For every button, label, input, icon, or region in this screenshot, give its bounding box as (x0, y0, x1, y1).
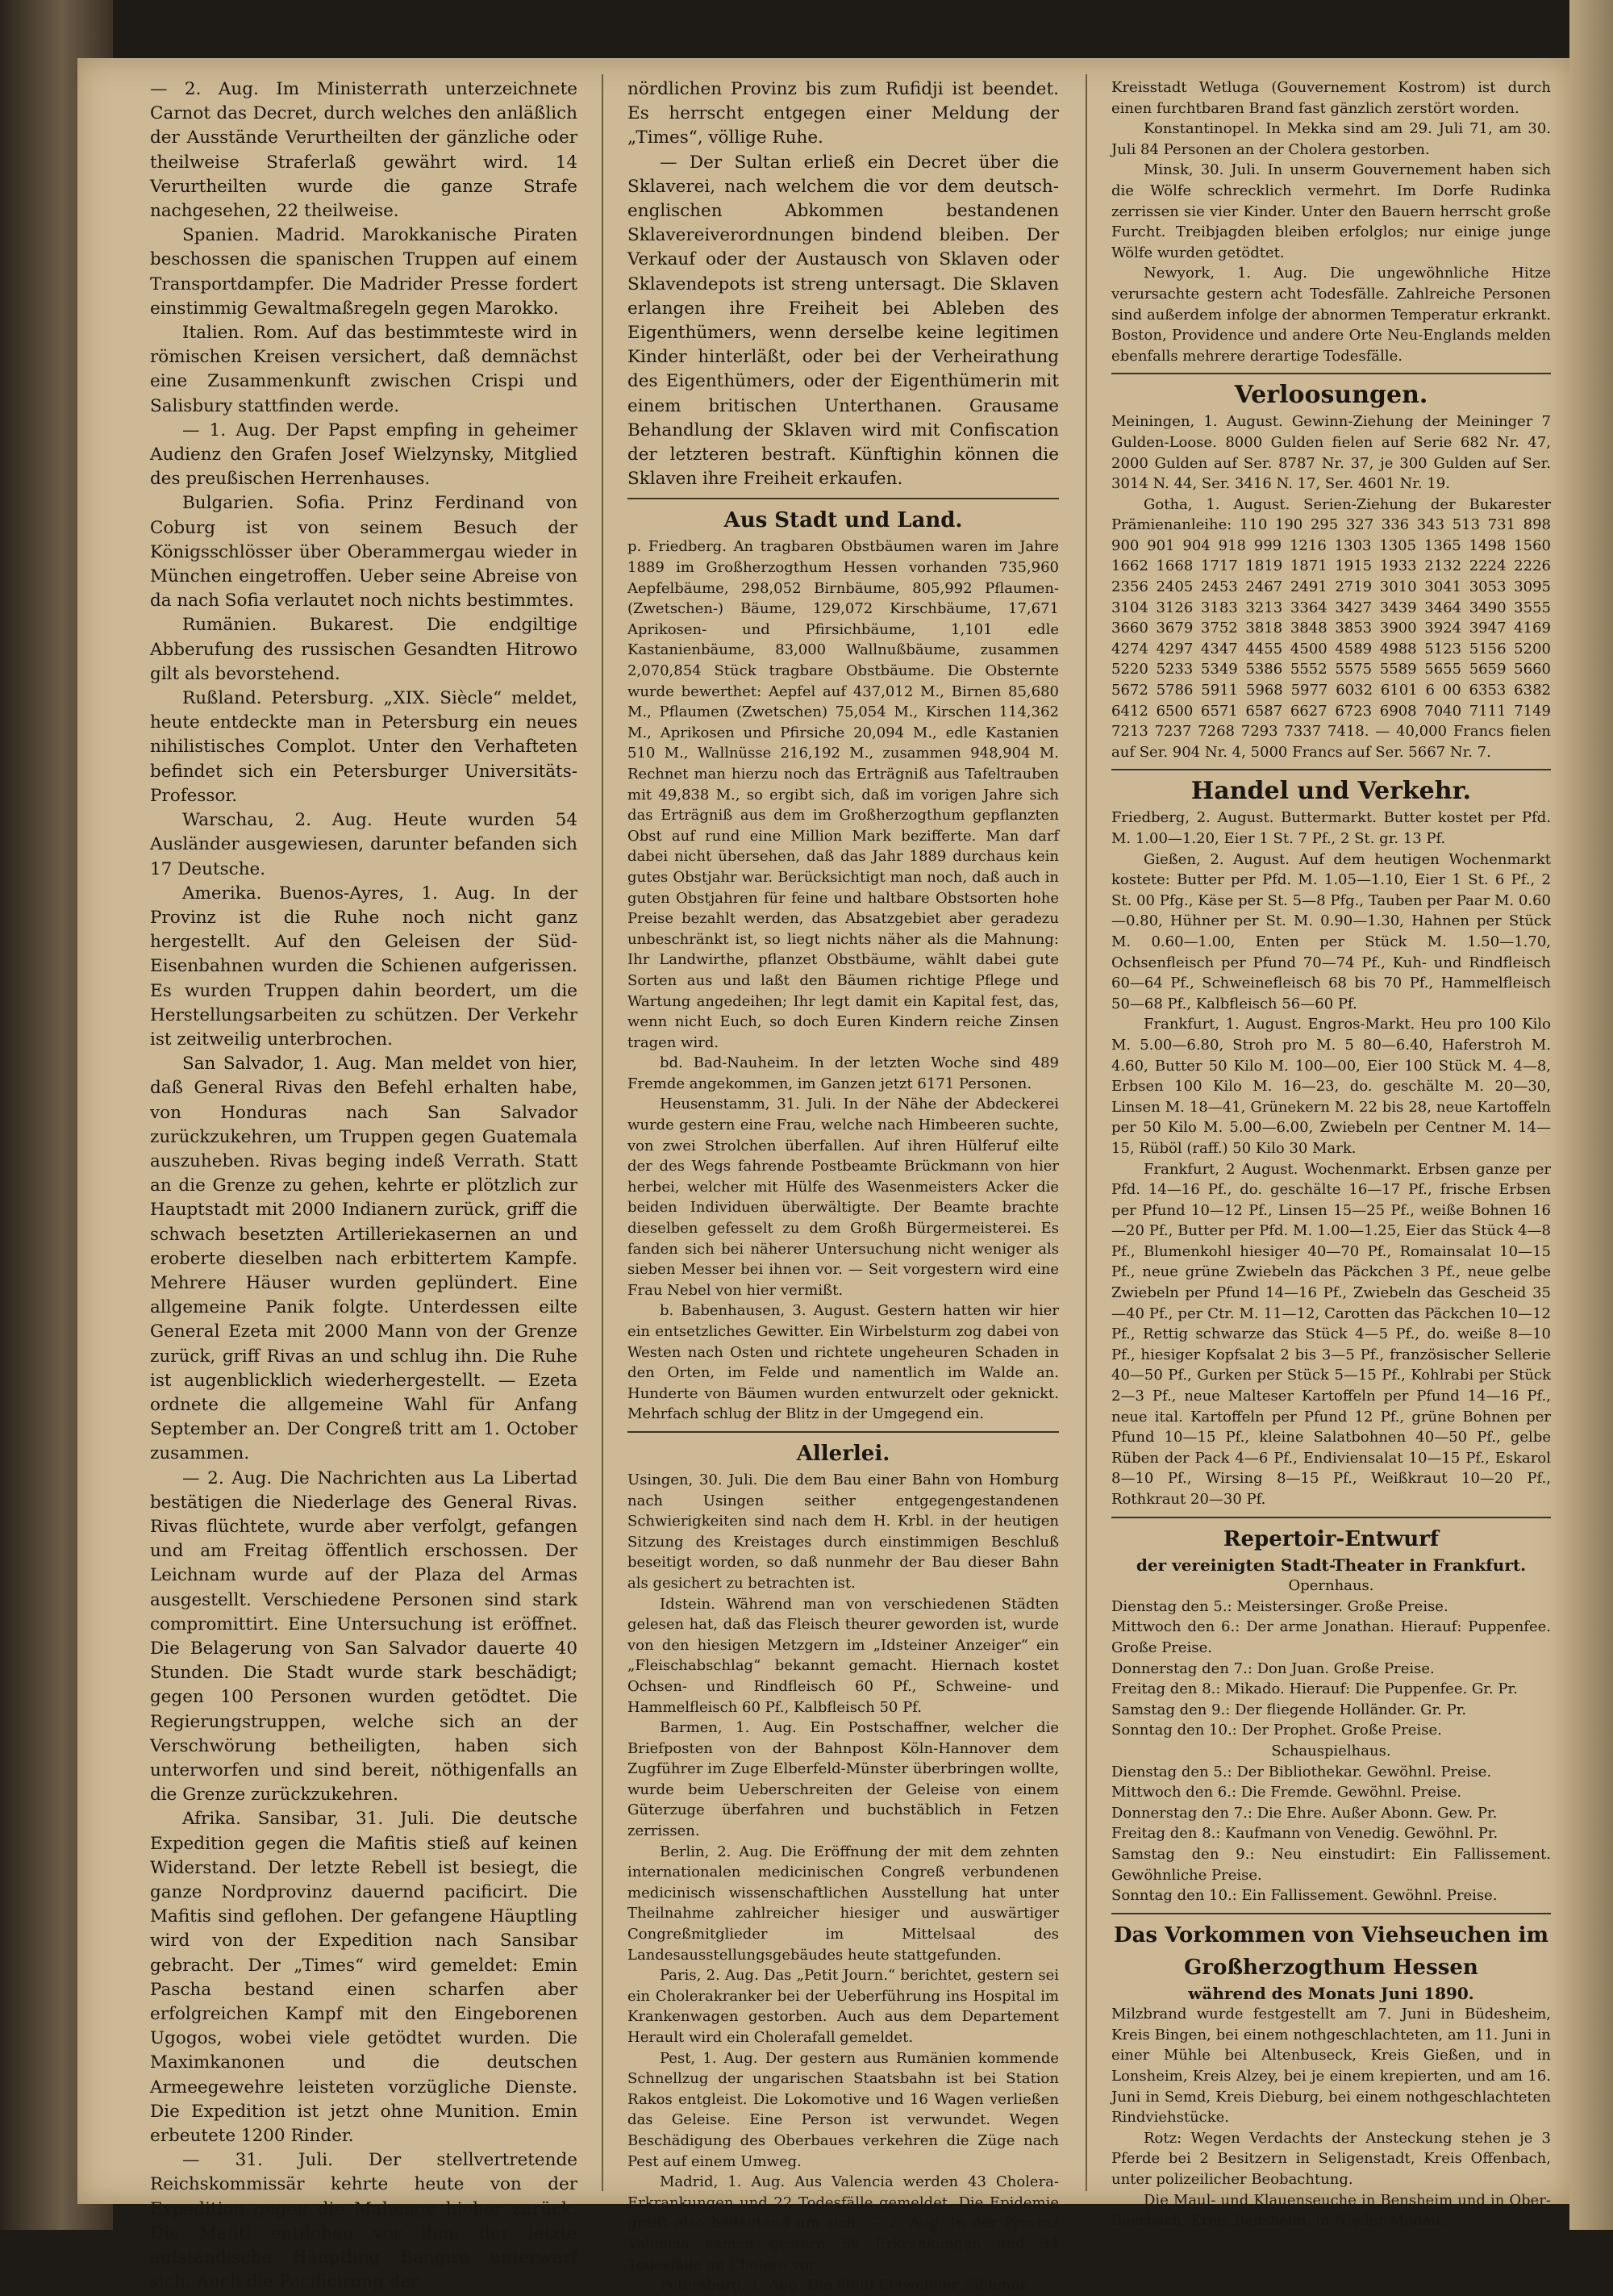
paragraph: Usingen, 30. Juli. Die dem Bau einer Bahn von Homburg nach Usingen seither entgegengestandenen Schwierigkeiten sind nach dem H. Krbl. in der heutigen Sitzung des Kreistages durch einstimmigen Beschluß beseitigt worden, so daß nunmehr der Bau dieser Bahn als gesichert zu betrachten ist. (627, 1471, 1059, 1592)
adjacent-page-edge (1569, 0, 1613, 2230)
schedule-line: Sonntag den 10.: Ein Fallissement. Gewöhnl. Preise. (1111, 1887, 1498, 1905)
column-2 (627, 77, 1059, 2296)
paragraph: Frankfurt, 2 August. Wochenmarkt. Erbsen ganze per Pfd. 14—16 Pf., do. geschälte 16—17 Pf., frische Erbsen per Pfund 10—12 Pf., Linsen 15—25 Pf., weiße Bohnen 16—20 Pf., Butter per Pfd. M. 1.00—1.25, Eier das Stück 4—8 Pf., Blumenkohl hiesiger 40—70 Pf., Romainsalat 10—15 Pf., neue grüne Zwiebeln das Päckchen 3 Pf., neue gelbe Zwiebeln per Pfund 14—16 Pf., Zwiebeln das Gescheid 35—40 Pf., per Ctr. M. 11—12, Carotten das Päckchen 10—12 Pf., Rettig schwarze das Stück 4—5 Pf., do. weiße 8—10 Pf., hiesiger Kopfsalat 2 bis 3—5 Pf., französischer Sellerie 40—50 Pf., Gurken per Stück 5—15 Pf., Kohlrabi per Stück 2—3 Pf., neue Malteser Kartoffeln per Pfund 14—16 Pf., neue ital. Kartoffeln per Pfund 12 Pf., grüne Bohnen per Pfund 10—15 Pf., kleine Salatbohnen 40—50 Pf., gelbe Rüben der Pack 4—6 Pf., Endiviensalat 10—15 Pf., Eskarol 8—10 Pf., Wirsing 8—15 Pf., Weißkraut 10—20 Pf., Rothkraut 20—30 Pf. (1111, 1160, 1551, 1508)
paragraph: Gießen, 2. August. Auf dem heutigen Wochenmarkt kostete: Butter per Pfd. M. 1.05—1.10, Eier 1 St. 6 Pf., 2 St. 00 Pfg., Käse per St. 5—8 Pfg., Tauben per Paar M. 0.60—0.80, Hühner per St. M. 0.90—1.30, Hahnen per Stück M. 0.60—1.00, Enten per Stück M. 1.50—1.70, Ochsenfleisch per Pfund 70—74 Pf., Kuh- und Rindfleisch 60—64 Pf., Schweinefleisch 68 bis 70 Pf., Hammelfleisch 50—68 Pf., Kalbfleisch 56—60 Pf. (1111, 850, 1551, 1012)
column-rule (602, 74, 603, 2191)
venue-label-schauspielhaus: Schauspielhaus. (1271, 1742, 1391, 1760)
paragraph: Barmen, 1. Aug. Ein Postschaffner, welcher die Briefposten von der Bahnpost Köln-Hannover dem Zugführer im Zuge Elberfeld-Münster überbringen wollte, wurde beim Ueberschreiten der Geleise von einem Güterzuge überfahren und buchstäblich in Fetzen zerrissen. (627, 1719, 1059, 1840)
paragraph: Frankfurt, 1. August. Engros-Markt. Heu pro 100 Kilo M. 5.00—6.80, Stroh pro M. 5 80—6.40, Haferstroh M. 4.60, Butter 50 Kilo M. 100—00, Eier 100 Stück M. 4—8, Erbsen 100 Kilo M. 16—23, do. geschälte M. 20—30, Linsen M. 18—41, Grünekern M. 22 bis 28, neue Kartoffeln per 50 Kilo M. 5.00—6.00, Zwiebeln per Centner M. 14—15, Rüböl (raff.) 50 Kilo 30 Mark. (1111, 1016, 1551, 1157)
schedule-line: Samstag den 9.: Neu einstudirt: Ein Fallissement. Gewöhnliche Preise. (1111, 1845, 1551, 1884)
paragraph: Madrid, 1. Aug. Aus Valencia werden 43 Cholera-Erkrankungen und 22 Todesfälle gemeldet. Die Epidemie greift also bedeutend um sich. — 2. Aug. In der Provinz Valencia kamen gestern 59 Erkrankungen und 34 Todesfälle an Cholera vor. (627, 2173, 1059, 2273)
column-rule (1086, 74, 1087, 2191)
paragraph: — 2. Aug. Die Nachrichten aus La Libertad bestätigen die Niederlage des General Rivas. Rivas flüchtete, wurde aber verfolgt, gefangen und am Freitag öffentlich erschossen. Der Leichnam wurde auf der Plaza del Armas ausgestellt. Verschiedene Personen sind stark compromittirt. Eine Untersuchung ist eröffnet. Die Belagerung von San Salvador dauerte 40 Stunden. Die Stadt wurde stark beschädigt; gegen 100 Personen wurden getödtet. Die Regierungstruppen, welche sich an der Verschwörung betheiligten, haben sich unterworfen und sind bereit, nöthigenfalls an die Grenze zurückzukehren. (150, 1467, 577, 1805)
schedule-line: Mittwoch den 6.: Die Fremde. Gewöhnl. Preise. (1111, 1784, 1462, 1801)
paragraph: — 1. Aug. Der Papst empfing in geheimer Audienz den Grafen Josef Wielzynsky, Mitglied des preußischen Herrenhauses. (150, 420, 577, 490)
paragraph: Afrika. Sansibar, 31. Juli. Die deutsche Expedition gegen die Mafitis stieß auf keinen Widerstand. Der letzte Rebell ist besiegt, die ganze Nordprovinz dauernd pacificirt. Die Mafitis sind geflohen. Der gefangene Häuptling wird von der Expedition nach Sansibar gebracht. Der „Times“ wird gemeldet: Emin Pascha bestand einen scharfen aber erfolgreichen Kampf mit den Eingeborenen Ugogos, wobei viele getödtet wurden. Die Maximkanonen und die deutschen Armeegewehre leisteten vorzügliche Dienste. Die Expedition ist jetzt ohne Munition. Emin erbeutete 1200 Rinder. (150, 1809, 577, 2147)
paragraph: Heusenstamm, 31. Juli. In der Nähe der Abdeckerei wurde gestern eine Frau, welche nach Himbeeren suchte, von zwei Strolchen überfallen. Auf ihren Hülferuf eilte der des Wegs fahrende Postbeamte Brückmann von hier herbei, welcher mit Hülfe des Wasenmeisters Acker die beiden Individuen überwältigte. Der Beamte brachte dieselben gefesselt zu dem Großh Bürgermeisterei. Es fanden sich bei näherer Untersuchung nicht weniger als sieben Messer bei ihnen vor. — Seit vorgestern wird eine Frau Nebel von hier vermißt. (627, 1096, 1059, 1299)
paragraph: Italien. Rom. Auf das bestimmteste wird in römischen Kreisen versichert, daß demnächst eine Zusammenkunft zwischen Crispi und Salisbury stattfinden werde. (150, 323, 577, 416)
section-title-repertoir: Repertoir-Entwurf (1111, 1517, 1551, 1555)
section-title-allerlei: Allerlei. (627, 1431, 1059, 1470)
paragraph: Friedberg, 2. August. Buttermarkt. Butter kostet per Pfd. M. 1.00—1.20, Eier 1 St. 7 Pf., 2 St. gr. 13 Pf. (1111, 809, 1551, 847)
paragraph: Amerika. Buenos-Ayres, 1. Aug. In der Provinz ist die Ruhe noch nicht ganz hergestellt. Auf den Geleisen der Süd-Eisenbahnen wurden die Schienen aufgerissen. Es wurden Truppen dahin beordert, um die Herstellungsarbeiten zu schützen. Der Verkehr ist zeitweilig unterbrochen. (150, 883, 577, 1050)
schedule-line: Mittwoch den 6.: Der arme Jonathan. Hierauf: Puppenfee. Große Preise. (1111, 1618, 1551, 1656)
paragraph: Idstein. Während man von verschiedenen Städten gelesen hat, daß das Fleisch theurer geworden ist, wurde von den hiesigen Metzgern im „Idsteiner Anzeiger“ ein „Fleischabschlag“ bekannt gemacht. Hiernach kostet Ochsen- und Rindfleisch 60 Pf., Schweine- und Hammelfleisch 60 Pf., Kalbfleisch 50 Pf. (627, 1595, 1059, 1716)
column-1 (150, 77, 577, 2294)
paragraph: p. Friedberg. An tragbaren Obstbäumen waren im Jahre 1889 im Großherzogthum Hessen vorhanden 735,960 Aepfelbäume, 298,052 Birnbäume, 805,992 Pflaumen- (Zwetschen-) Bäume, 129,072 Kirschbäume, 17,671 Aprikosen- und Pfirsichbäume, 1,101 edle Kastanienbäume, 83,000 Wallnußbäume, zusammen 2,070,854 Stück tragbare Obstbäume. Die Obsternte wurde bewerthet: Aepfel auf 437,012 M., Birnen 85,680 M., Pflaumen (Zwetschen) 75,054 M., Kirschen 114,362 M., Aprikosen und Pfirsiche 20,094 M., edle Kastanien 510 M., Wallnüsse 216,192 M., zusammen 948,904 M. Rechnet man hierzu noch das Erträgniß aus Tafeltrauben mit 49,838 M., so ergibt sich, daß im vorigen Jahre sich das Erträgniß aus dem im Großherzogthum gepflanzten Obst auf rund eine Million Mark bezifferte. Man darf dabei nicht übersehen, daß das Jahr 1889 durchaus kein gutes Obstjahr war. Berücksichtigt man noch, daß auch in guten Obstjahren für feine und haltbare Obstsorten hohe Preise bezahlt werden, das Absatzgebiet aber geradezu unbeschränkt ist, so liegt nichts näher als die Mahnung: Ihr Landwirthe, pflanzet Obstbäume, wählt dabei gute Sorten aus und laßt den Bäumen richtige Pflege und Wartung angedeihen; Ihr legt damit ein Kapital fest, das, wenn nicht Euch, so doch Euren Kindern reiche Zinsen tragen wird. (627, 538, 1059, 1051)
schedule-line: Donnerstag den 7.: Die Ehre. Außer Abonn. Gew. Pr. (1111, 1804, 1498, 1822)
paragraph: Rotz: Wegen Verdachts der Ansteckung stehen je 3 Pferde bei 2 Besitzern in Seligenstadt, Kreis Offenbach, unter polizeilicher Beobachtung. (1111, 2129, 1551, 2189)
section-title-stadt-land: Aus Stadt und Land. (627, 498, 1059, 536)
schedule-line: Dienstag den 5.: Der Bibliothekar. Gewöhnl. Preise. (1111, 1763, 1492, 1780)
paragraph: Pest, 1. Aug. Der gestern aus Rumänien kommende Schnellzug der ungarischen Staatsbahn ist bei Station Rakos entgleist. Die Lokomotive und 16 Wagen verließen das Geleise. Eine Person ist verwundet. Wegen Beschädigung des Oberbaues verkehren die Züge nach Pest auf einem Umweg. (627, 2049, 1059, 2170)
venue-label-opernhaus: Opernhaus. (1288, 1577, 1374, 1595)
section-title-viehseuchen: Das Vorkommen von Viehseuchen im Großherzogthum Hessen (1111, 1913, 1551, 1984)
paragraph: San Salvador, 1. Aug. Man meldet von hier, daß General Rivas den Befehl erhalten habe, von Honduras nach San Salvador zurückzukehren, um Truppen gegen Guatemala auszuheben. Rivas beging indeß Verrath. Statt an die Grenze zu gehen, kehrte er plötzlich zur Hauptstadt mit 2000 Indianern zurück, griff die schwach besetzten Artilleriekasernen an und eroberte dieselben nach erbittertem Kampfe. Mehrere Häuser wurden geplündert. Eine allgemeine Panik folgte. Unterdessen eilte General Ezeta mit 2000 Mann von der Grenze zurück, griff Rivas an und schlug ihn. Die Ruhe ist augenblicklich wiederhergestellt. — Ezeta ordnete die allgemeine Wahl für Anfang September an. Der Congreß tritt am 1. October zusammen. (150, 1054, 577, 1464)
column-3 (1111, 77, 1551, 2231)
paragraph: Minsk, 30. Juli. In unserm Gouvernement haben sich die Wölfe schrecklich vermehrt. Im Dorfe Rudinka zerrissen sie vier Kinder. Unter den Bauern herrscht große Furcht. Treibjagden bleiben erfolglos; nur einige junge Wölfe wurden getödtet. (1111, 161, 1551, 261)
paragraph: — 2. Aug. Im Ministerrath unterzeichnete Carnot das Decret, durch welches den anläßlich der Ausstände Verurtheilten der gänzliche oder theilweise Straferlaß gewährt wird. 14 Verurtheilten wurde die ganze Strafe nachgesehen, 22 theilweise. (150, 79, 577, 222)
paragraph: bd. Bad-Nauheim. In der letzten Woche sind 489 Fremde angekommen, im Ganzen jetzt 6171 Personen. (627, 1054, 1059, 1092)
newspaper-page (77, 58, 1569, 2294)
paragraph: Warschau, 2. Aug. Heute wurden 54 Ausländer ausgewiesen, darunter befanden sich 17 Deutsche. (150, 810, 577, 879)
paragraph: b. Babenhausen, 3. August. Gestern hatten wir hier ein entsetzliches Gewitter. Ein Wirbelsturm zog dabei von Westen nach Osten und richtete ungeheuren Schaden in den Orten, im Felde und namentlich im Walde an. Hunderte von Bäumen wurden entwurzelt oder geknickt. Mehrfach schlug der Blitz in der Umgegend ein. (627, 1302, 1059, 1423)
paragraph: Gotha, 1. August. Serien-Ziehung der Bukarester Prämienanleihe: 110 190 295 327 336 343 513 731 898 900 901 904 918 999 1216 1303 1305 1365 1498 1560 1662 1668 1717 1819 1871 1915 1933 2132 2224 2226 2356 2405 2453 2467 2491 2719 3010 3041 3053 3095 3104 3126 3183 3213 3364 3427 3439 3464 3490 3555 3660 3679 3752 3818 3848 3853 3900 3924 3947 4169 4274 4297 4347 4455 4500 4589 4988 5123 5156 5200 5220 5233 5349 5386 5552 5575 5589 5655 5659 5660 5672 5786 5911 5968 5977 6032 6101 6 00 6353 6382 6412 6500 6571 6587 6627 6723 6908 7040 7111 7149 7213 7237 7268 7293 7337 7418. — 40,000 Francs fielen auf Ser. 904 Nr. 4, 5000 Francs auf Ser. 5667 Nr. 7. (1111, 495, 1551, 761)
paragraph: Paris, 2. Aug. Das „Petit Journ.“ berichtet, gestern sei ein Cholerakranker bei der Ueberführung ins Hospital im Krankenwagen gestorben. Auch aus dem Departement Herault wird ein Cholerafall gemeldet. (627, 1967, 1059, 2047)
schedule-line: Sonntag den 10.: Der Prophet. Große Preise. (1111, 1722, 1442, 1739)
paragraph: — Der Sultan erließ ein Decret über die Sklaverei, nach welchem die vor dem deutsch-englischen Abkommen bestandenen Sklavereiverordnungen bindend bleiben. Der Verkauf oder der Austausch von Sklaven oder Sklavendepots ist streng untersagt. Die Sklaven erlangen ihre Freiheit bei Ableben des Eigenthümers, wenn derselbe keine legitimen Kinder hinterläßt, oder bei der Verheirathung des Eigenthümers, oder der Eigenthümerin mit einem britischen Unterthanen. Grausame Behandlung der Sklaven wird mit Confiscation der letzteren bestraft. Künftighin können die Sklaven ihre Freiheit erkaufen. (627, 152, 1059, 490)
paragraph: Berlin, 2. Aug. Die Eröffnung der mit dem zehnten internationalen medicinischen Congreß verbundenen medicinisch wissenschaftlichen Ausstellung hat unter Theilnahme zahlreicher hiesiger und auswärtiger Congreßmitglieder im Mittelsaal des Landesausstellungsgebäudes heute stattgefunden. (627, 1843, 1059, 1964)
paragraph: — 31. Juli. Der stellvertretende Reichskommissär kehrte heute von der Expedition gegen die Mahenge hieher zurück. Die Mafiti entflohen vor ihm; der letzte aufständische Häuptling Bangire unterwarf sich. Auch die Pacificirung der (150, 2150, 577, 2293)
schedule-line: Donnerstag den 7.: Don Juan. Große Preise. (1111, 1659, 1435, 1677)
paragraph: Konstantinopel. In Mekka sind am 29. Juli 71, am 30. Juli 84 Personen an der Cholera gestorben. (1111, 120, 1551, 158)
section-title-verloosungen: Verloosungen. (1111, 373, 1551, 411)
schedule-line: Freitag den 8.: Mikado. Hierauf: Die Puppenfee. Gr. Pr. (1111, 1680, 1518, 1698)
paragraph: nördlichen Provinz bis zum Rufidji ist beendet. Es herrscht entgegen einer Meldung der „Times“, völlige Ruhe. (627, 79, 1059, 148)
section-title-handel: Handel und Verkehr. (1111, 769, 1551, 808)
section-subtitle: der vereinigten Stadt-Theater in Frankfurt. (1136, 1555, 1527, 1575)
schedule-line: Freitag den 8.: Kaufmann von Venedig. Gewöhnl. Pr. (1111, 1825, 1498, 1843)
section-subtitle: während des Monats Juni 1890. (1188, 1983, 1474, 2003)
paragraph: Spanien. Madrid. Marokkanische Piraten beschossen die spanischen Truppen auf einem Transportdampfer. Die Madrider Presse fordert einstimmig Gewaltmaßregeln gegen Marokko. (150, 225, 577, 319)
paragraph: Meiningen, 1. August. Gewinn-Ziehung der Meininger 7 Gulden-Loose. 8000 Gulden fielen auf Serie 682 Nr. 47, 2000 Gulden auf Ser. 8787 Nr. 37, je 300 Gulden auf Ser. 3014 N. 44, Ser. 3416 N. 17, Ser. 4601 Nr. 19. (1111, 413, 1551, 493)
paragraph: Die Maul- und Klauenseuche in Bensheim und in Ober-Beerbach, Kreis Bensheim, in Nieder Modau, (1111, 2191, 1551, 2230)
schedule-line: Dienstag den 5.: Meistersinger. Große Preise. (1111, 1597, 1448, 1615)
paragraph: Rumänien. Bukarest. Die endgiltige Abberufung des russischen Gesandten Hitrowo gilt als bevorstehend. (150, 615, 577, 684)
schedule-line: Samstag den 9.: Der fliegende Holländer. Gr. Pr. (1111, 1701, 1467, 1718)
paragraph: Bulgarien. Sofia. Prinz Ferdinand von Coburg ist von seinem Besuch der Königsschlösser über Oberammergau wieder in München eingetroffen. Ueber seine Abreise von da nach Sofia verlautet noch nichts bestimmtes. (150, 493, 577, 612)
paragraph: Petersburg, 1. Aug. Die 6000 Einwohner zählende (660, 2277, 1029, 2294)
paragraph: Milzbrand wurde festgestellt am 7. Juni in Büdesheim, Kreis Bingen, bei einem nothgeschlachteten, am 11. Juni in einer Mühle bei Altenbuseck, Kreis Gießen, und in Lonsheim, Kreis Alzey, bei je einem krepierten, und am 16. Juni in Semd, Kreis Dieburg, bei einem nothgeschlachteten Rindviehstücke. (1111, 2006, 1551, 2127)
paragraph: Newyork, 1. Aug. Die ungewöhnliche Hitze verursachte gestern acht Todesfälle. Zahlreiche Personen sind außerdem infolge der abnormen Temperatur erkrankt. Boston, Providence und andere Orte Neu-Englands melden ebenfalls mehrere derartige Todesfälle. (1111, 265, 1551, 365)
paragraph: Kreisstadt Wetluga (Gouvernement Kostrom) ist durch einen furchtbaren Brand fast gänzlich zerstört worden. (1111, 79, 1551, 117)
paragraph: Rußland. Petersburg. „XIX. Siècle“ meldet, heute entdeckte man in Petersburg ein neues nihilistisches Complot. Unter den Verhafteten befindet sich ein Petersburger Universitäts-Professor. (150, 688, 577, 806)
